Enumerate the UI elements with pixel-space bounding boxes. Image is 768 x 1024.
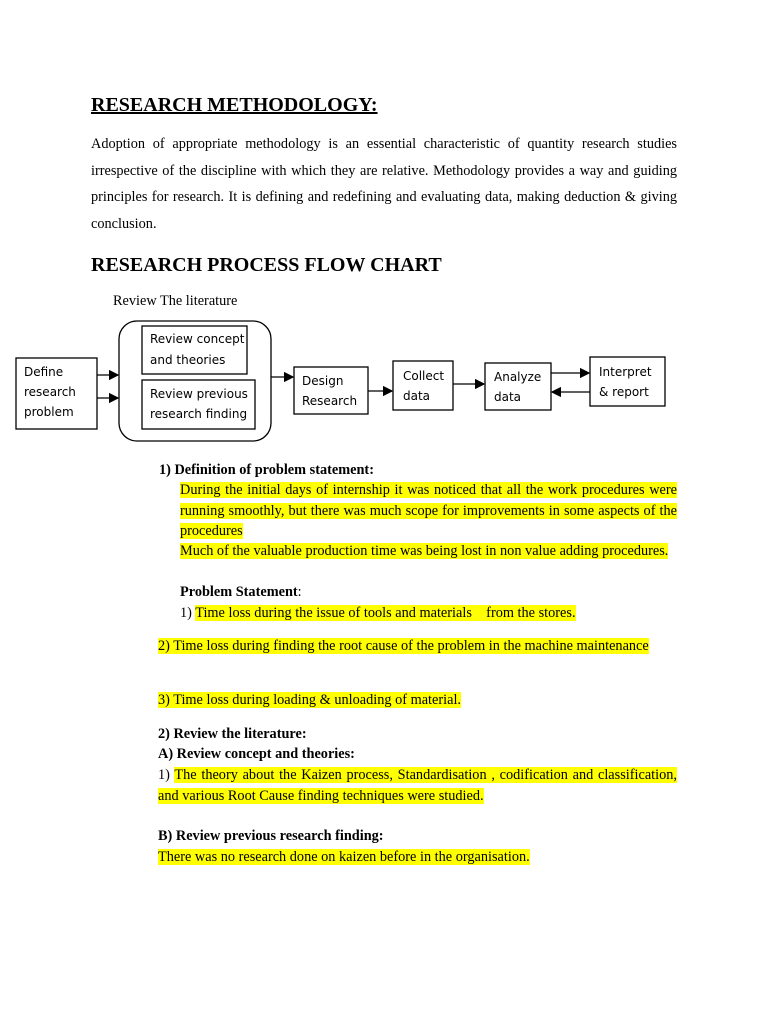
section-2b-highlight: There was no research done on kaizen before in the organisation. <box>158 849 530 865</box>
section-2a-highlight: The theory about the Kaizen process, Standardisation , codification and classification, and various Root Cause finding techniques were studied. <box>158 767 677 804</box>
analyze-line-2: data <box>494 390 522 404</box>
item-3-text: 3) Time loss during loading & unloading of material. <box>158 692 461 708</box>
section-1-para-2 <box>180 541 677 562</box>
section-2a-number: 1) <box>158 767 175 783</box>
highlight-p1: During the initial days of internship it was noticed that all the work procedures were running smoothly, but there was much scope for improvements in some aspects of the procedures <box>180 482 677 539</box>
concept-line-1: Review concept <box>150 332 245 346</box>
define-problem-box <box>16 358 97 429</box>
define-line-2: research <box>24 385 76 399</box>
item-1-text: Time loss during the issue of tools and materials from the stores. <box>195 605 576 621</box>
analyze-line-1: Analyze <box>494 370 542 384</box>
previous-line-1: Review previous <box>150 387 248 401</box>
section-1-para-1 <box>180 480 677 542</box>
item-1-number: 1) <box>180 605 196 621</box>
design-line-2: Research <box>302 394 358 408</box>
problem-statement-colon: : <box>297 584 302 600</box>
design-research-box <box>294 367 368 414</box>
review-literature-caption: Review The literature <box>113 293 238 309</box>
analyze-data-box <box>485 363 551 410</box>
define-line-1: Define <box>24 365 64 379</box>
collect-data-box <box>393 361 453 410</box>
problem-statement-label <box>180 582 302 603</box>
previous-line-2: research finding <box>150 407 248 421</box>
problem-item-3 <box>158 690 461 711</box>
section-2a-title: A) Review concept and theories: <box>158 746 355 762</box>
review-previous-box <box>142 380 255 429</box>
problem-item-2 <box>158 636 677 657</box>
page-heading: RESEARCH METHODOLOGY: <box>91 94 378 116</box>
highlight-p2: Much of the valuable production time was being lost in non value adding procedures. <box>180 543 669 559</box>
interpret-report-box <box>590 357 665 406</box>
interpret-line-2: & report <box>599 385 649 399</box>
section-2b-title: B) Review previous research finding: <box>158 828 384 844</box>
section-1-title: 1) Definition of problem statement: <box>159 462 374 478</box>
review-concept-box <box>142 326 247 374</box>
section-2a-text <box>158 765 677 806</box>
flow-chart-heading: RESEARCH PROCESS FLOW CHART <box>91 254 442 276</box>
concept-line-2: and theories <box>150 353 226 367</box>
interpret-line-1: Interpret <box>599 365 652 379</box>
collect-line-1: Collect <box>403 369 445 383</box>
collect-line-2: data <box>403 389 431 403</box>
item-2-text: 2) Time loss during finding the root cause of the problem in the machine maintenance <box>158 638 649 654</box>
intro-paragraph: Adoption of appropriate methodology is an essential characteristic of quantity research studies irrespective of the discipline with which they are relative. Methodology provides a way and guiding principles for research. It is defining and redefining and evaluating data, making deduction & giving conclusion. <box>91 136 677 232</box>
research-process-flowchart <box>0 0 768 450</box>
problem-statement-text: Problem Statement <box>180 584 298 600</box>
define-line-3: problem <box>24 405 74 419</box>
problem-item-1 <box>180 603 576 624</box>
section-2-title: 2) Review the literature: <box>158 726 307 742</box>
design-line-1: Design <box>302 374 344 388</box>
section-2b-text <box>158 847 530 868</box>
